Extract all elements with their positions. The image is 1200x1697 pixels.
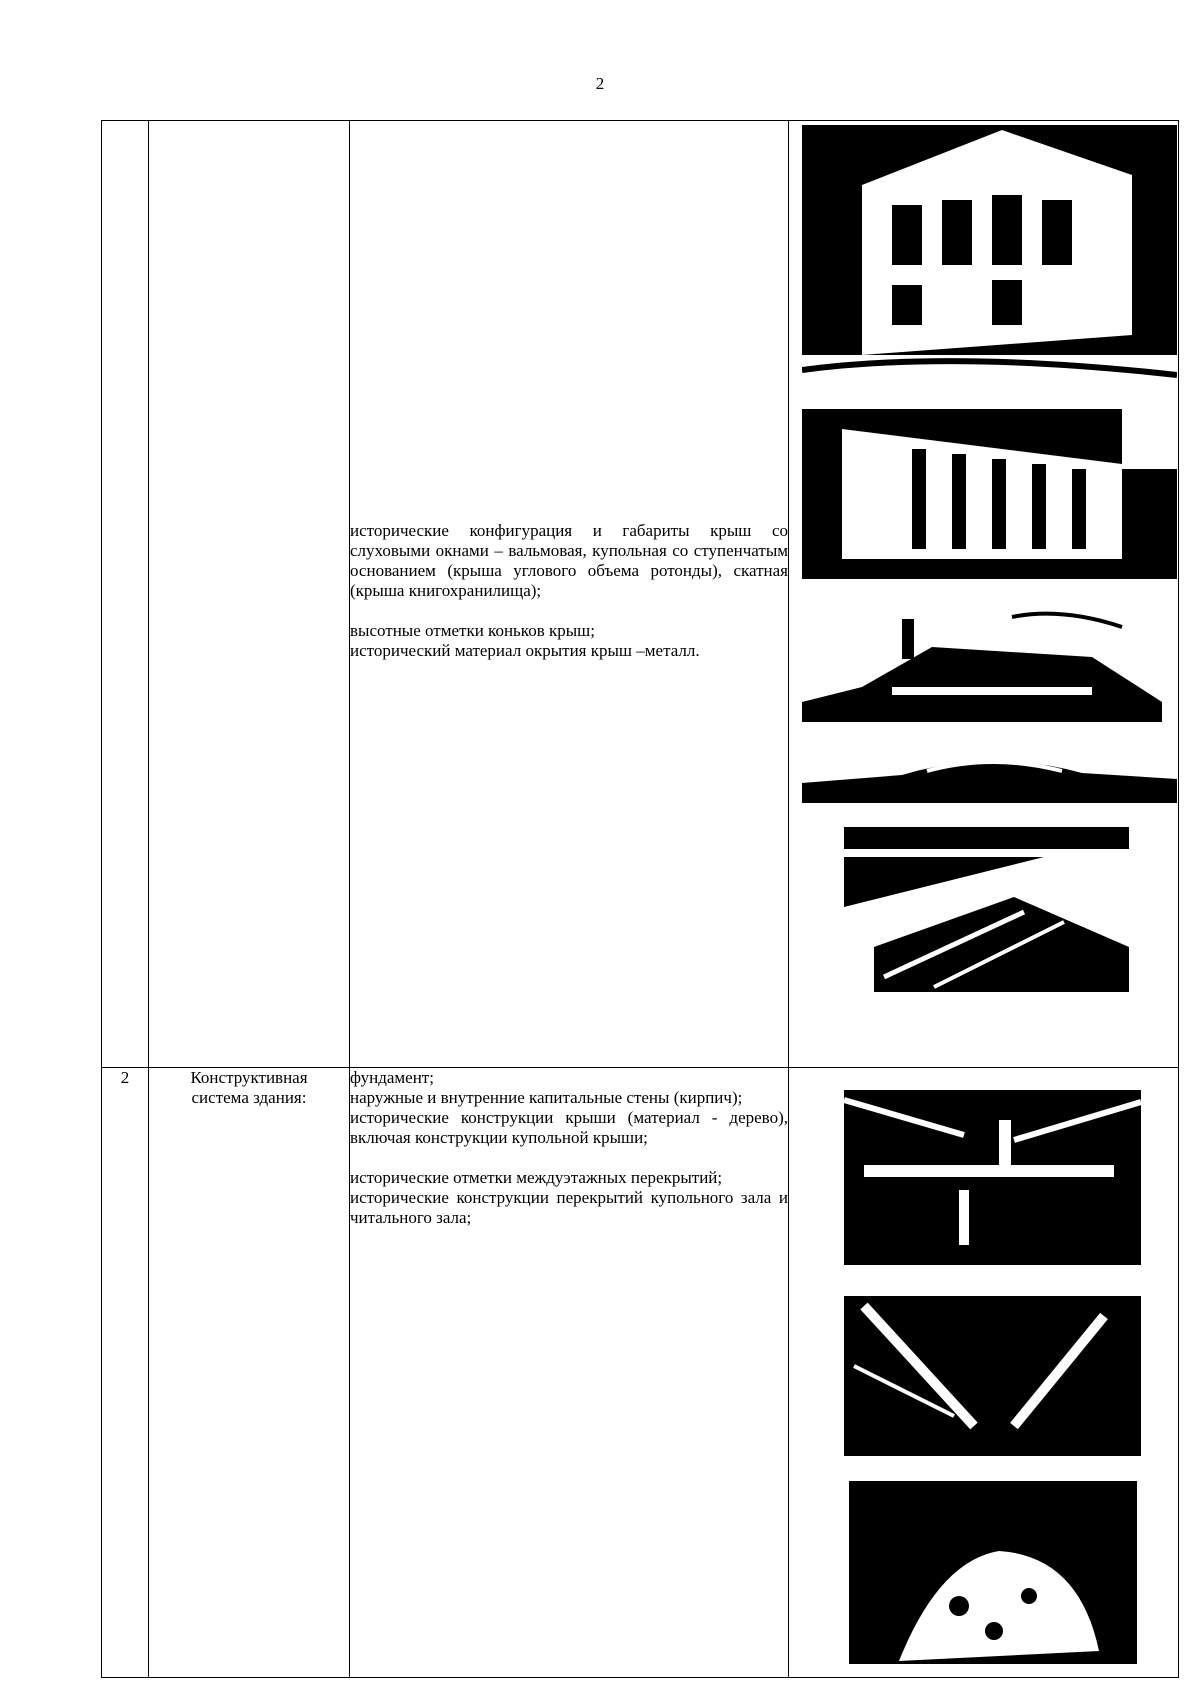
page-number: 2 [595, 74, 605, 93]
dome-frame-photo [844, 1286, 1141, 1456]
row-description-cell [350, 1068, 789, 1678]
row-number-cell [102, 121, 149, 1068]
heritage-table [101, 120, 1179, 1678]
roof-material-text: исторический материал окрытия крыш –металл. [350, 641, 700, 660]
walls-text: наружные и внутренние капитальные стены (кирпич); [350, 1088, 743, 1107]
row-name-cell [149, 1068, 350, 1678]
roof-slope-photo [844, 827, 1129, 992]
table-row [102, 121, 1179, 1068]
row-number-cell: 2 [102, 1068, 149, 1678]
roof-truss-photo [844, 1090, 1141, 1265]
roof-configuration-text: исторические конфигурация и габариты крыш со слуховыми окнами – вальмовая, купольная со ступенчатым основанием (крыша углового объема ротонды), скатная (крыша книгохранилища); [350, 521, 788, 600]
floor-levels-text: исторические отметки междуэтажных перекрытий; [350, 1168, 723, 1187]
row-name-line: Конструктивная [190, 1068, 308, 1087]
building-facade-photo [802, 125, 1177, 385]
building-side-photo [802, 409, 1177, 579]
row-name-cell [149, 121, 350, 1068]
ridge-height-text: высотные отметки коньков крыш; [350, 621, 595, 640]
roof-ridge-photo [802, 743, 1177, 803]
row-photos-cell [789, 1068, 1179, 1678]
dome-roof-photo [802, 607, 1177, 722]
foundation-text: фундамент; [350, 1068, 434, 1087]
hall-ceilings-text: исторические конструкции перекрытий купольного зала и читального зала; [350, 1188, 788, 1227]
table-row [102, 1068, 1179, 1678]
roof-structure-text: исторические конструкции крыши (материал - дерево), включая конструкции купольной крыши; [350, 1108, 788, 1147]
row-name-line: система здания: [191, 1088, 307, 1107]
dome-interior-photo [849, 1481, 1137, 1664]
row-description-cell [350, 121, 789, 1068]
row-photos-cell [789, 121, 1179, 1068]
